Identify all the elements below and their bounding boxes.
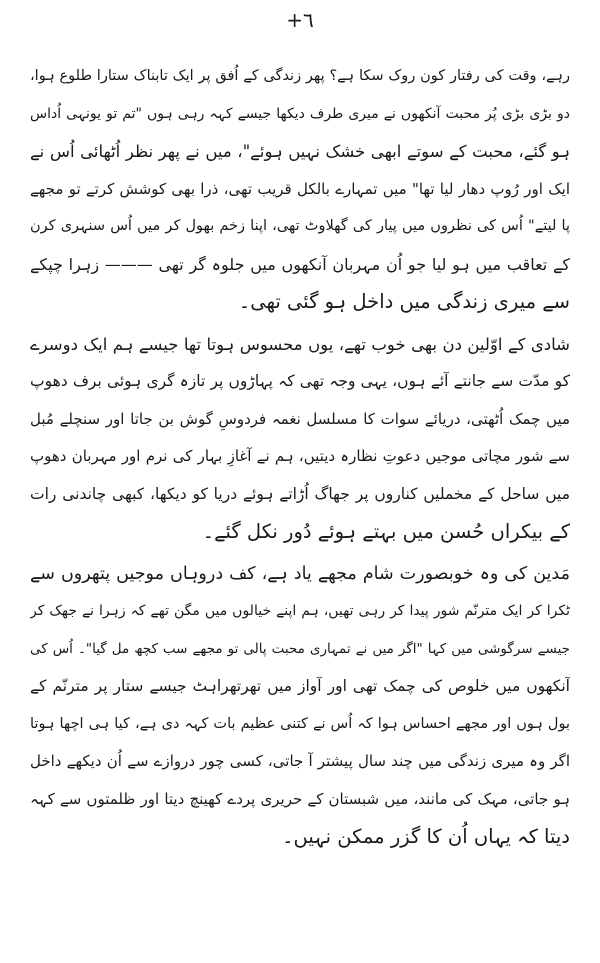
text-line: ایک اور رُوپ دھار لیا تھا" میں تمہارے بالکل قریب تھی، ذرا بھی کوشش کرتے تو مجھے (30, 179, 570, 198)
text-line: سے شور مچاتی موجیں دعوتِ نظارہ دیتیں، ہم نے آغازِ بہار کی نرم اور مہربان دھوپ (30, 447, 570, 465)
text-line: ٹکرا کر ایک مترنّم شور پیدا کر رہی تھیں، ہم اپنے خیالوں میں مگن تھے کہ زہرا نے جھک کر (30, 603, 570, 619)
text-line: مَدین کی وہ خوبصورت شام مجھے یاد ہے، کف دروہاں موجیں پتھروں سے (30, 563, 570, 584)
text-line: بول ہوں اور مجھے احساس ہوا کہ اُس نے کتنی عظیم بات کہہ دی ہے، کیا ہی اچھا ہوتا (30, 715, 570, 732)
text-line: دو بڑی بڑی پُر محبت آنکھوں نے میری طرف دیکھا جیسے کہہ رہی ہوں "تم تو یونہی اُداس (30, 105, 570, 122)
paragraph-2 (30, 326, 570, 551)
text-line: اگر وہ میری زندگی میں چند سال پیشتر آ جاتی، کسی چور دروازے سے اُن دیکھے داخل (30, 752, 570, 770)
text-line: دیتا کہ یہاں اُن کا گزر ممکن نہیں۔ (282, 825, 570, 848)
text-line: میں ساحل کے مخملیں کناروں پر جھاگ اُڑاتے ہوئے دریا کو دیکھا، کبھی چاندنی رات (30, 484, 570, 503)
text-line: میں چمک اُٹھتی، دریائے سوات کا مسلسل نغمہ فردوسِ گوش بن جاتا اور سنچلے مُبل (30, 409, 570, 428)
text-line: سے میری زندگی میں داخل ہو گئی تھی۔ (238, 290, 570, 313)
text-line: آنکھوں میں خلوص کی چمک تھی اور آواز میں تھرتھراہٹ جیسے ستار پر مترنّم کے (30, 677, 570, 695)
text-line: شادی کے اوّلین دن بھی خوب تھے، یوں محسوس ہوتا تھا جیسے ہم ایک دوسرے (30, 334, 570, 354)
text-line: جیسے سرگوشی میں کہا "اگر میں نے تمہاری محبت پالی تو مجھے سب کچھ مل گیا"۔ اُس کی (30, 640, 570, 657)
paragraph-1 (30, 58, 570, 321)
text-line: ہو جاتی، مہک کی مانند، میں شبستان کے حریری پردے کھینچ دیتا اور ظلمتوں سے کہہ (30, 789, 570, 808)
text-line: پا لیتے" اُس کی نظروں میں پیار کی گھلاوٹ تھی، اپنا زخم بھول کر میں اُس سنہری کرن (30, 218, 570, 234)
text-line: کے بیکراں حُسن میں بہتے ہوئے دُور نکل گئے۔ (202, 520, 570, 543)
text-line: رہے، وقت کی رفتار کون روک سکا ہے؟ پھر زندگی کے اُفق پر ایک تابناک ستارا طلوع ہوا، (30, 68, 570, 84)
paragraph-3 (30, 556, 570, 856)
page-number: +٦ (286, 8, 314, 32)
text-line: ہو گئے، محبت کے سوتے ابھی خشک نہیں ہوئے"، میں نے پھر نظر اُٹھائی اُس نے (30, 142, 570, 161)
text-line: کو مدّت سے جانتے آئے ہوں، یہی وجہ تھی کہ پہاڑوں پر تازہ گری ہوئی برف دھوپ (30, 372, 570, 390)
body-text (30, 58, 570, 856)
text-line: کے تعاقب میں ہو لیا جو اُن مہربان آنکھوں میں جلوہ گر تھی ——— زہرا چپکے (30, 254, 570, 274)
